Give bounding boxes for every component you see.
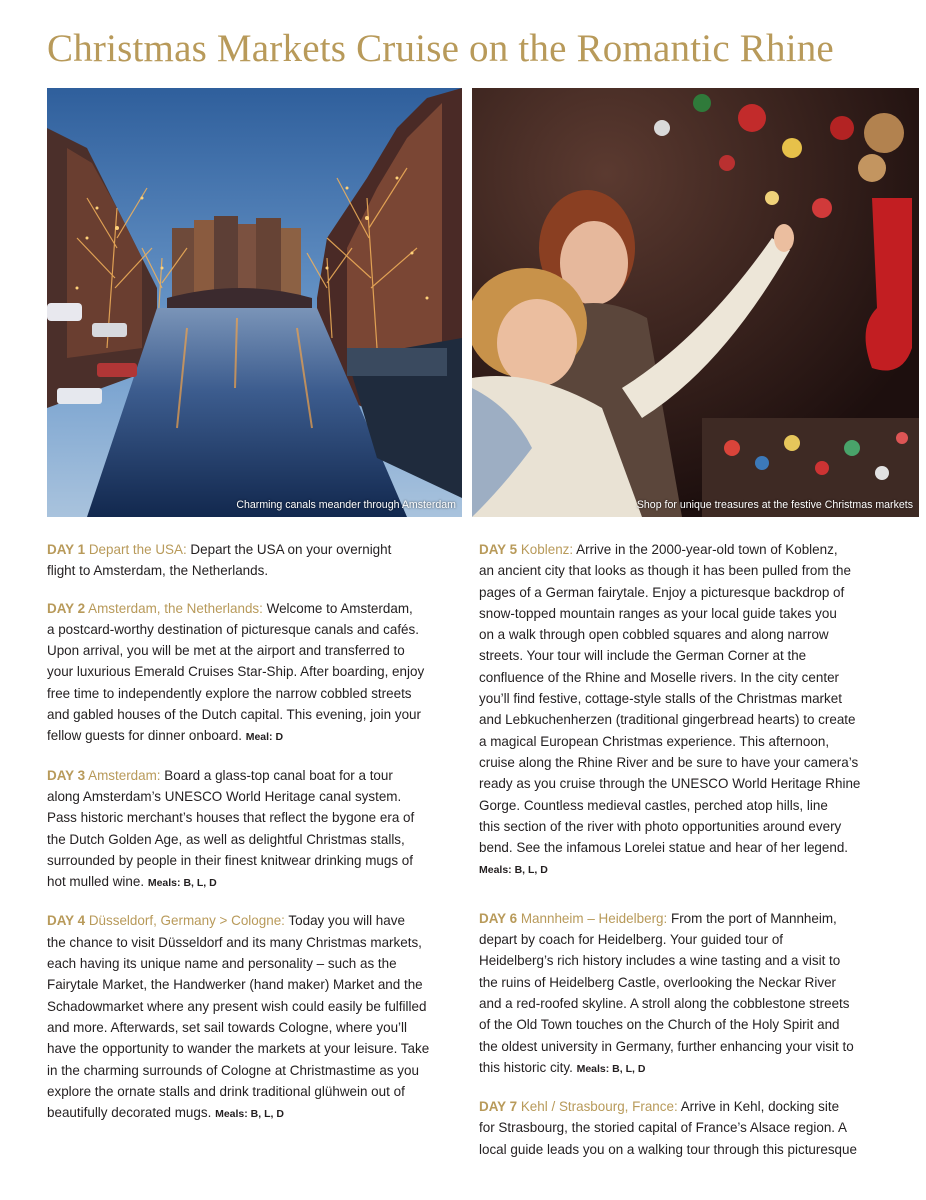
day-description: Arrive in Kehl, docking site for Strasbourg, the storied capital of France’s Alsace region. A local guide leads you on a walking tour through this picturesque <box>479 1099 857 1157</box>
amsterdam-canal-image <box>47 88 462 517</box>
day-meals: Meals: B, L, D <box>479 864 548 877</box>
day-4 <box>47 910 462 1125</box>
day-3 <box>47 765 462 895</box>
day-description: Welcome to Amsterdam, a postcard-worthy destination of picturesque canals and cafés. Upon arrival, you will be met at the airport and transferred to your luxurious Emerald Cruises Star-Ship. After boarding, enjoy free time to independently explore the narrow cobbled streets and gabled houses of the Dutch capital. This evening, join your fellow guests for dinner onboard. <box>47 600 425 744</box>
day-place: Koblenz: <box>520 542 574 557</box>
day-number: DAY 2 <box>47 600 86 616</box>
day-1 <box>47 539 462 582</box>
day-place: Kehl / Strasbourg, France: <box>520 1099 678 1115</box>
day-meals: Meal: D <box>245 731 284 744</box>
day-place: Düsseldorf, Germany > Cologne: <box>88 913 285 929</box>
day-5 <box>479 539 899 882</box>
day-description: From the port of Mannheim, depart by coach for Heidelberg. Your guided tour of Heidelberg’s rich history includes a wine tasting and a visit to the ruins of Heidelberg Castle, overlooking the Neckar River and a red-roofed skyline. A stroll along the cobblestone streets of the Old Town touches on the Church of the Holy Spirit and the oldest university in Germany, further enhancing your visit to this historic city. <box>479 910 854 1075</box>
itinerary-left-column <box>47 539 462 1141</box>
right-photo-caption: Shop for unique treasures at the festive Christmas markets <box>636 499 913 511</box>
day-description: Depart the USA on your overnight flight to Amsterdam, the Netherlands. <box>47 542 392 579</box>
day-number: DAY 5 <box>479 542 518 557</box>
day-number: DAY 6 <box>479 910 518 926</box>
day-2 <box>47 598 462 749</box>
day-description: Board a glass-top canal boat for a tour along Amsterdam’s UNESCO World Heritage canal system. Pass historic merchant’s houses that reflect the bygone era of the Dutch Golden Age, as well as delightful Christmas stalls, surrounded by people in their finest knitwear drinking mugs of hot mulled wine. <box>47 767 415 890</box>
day-number: DAY 7 <box>479 1099 518 1115</box>
amsterdam-canal-photo <box>47 88 462 517</box>
day-6 <box>479 908 899 1080</box>
day-meals: Meals: B, L, D <box>147 877 217 890</box>
day-meals: Meals: B, L, D <box>576 1062 646 1075</box>
left-photo-caption: Charming canals meander through Amsterdam <box>236 499 456 511</box>
day-number: DAY 4 <box>47 913 86 929</box>
day-place: Mannheim – Heidelberg: <box>520 910 668 926</box>
itinerary-right-column <box>479 539 899 1176</box>
day-7 <box>479 1096 899 1160</box>
day-meals: Meals: B, L, D <box>215 1108 284 1121</box>
christmas-market-photo <box>472 88 919 517</box>
page-title: Christmas Markets Cruise on the Romantic Rhine <box>47 27 834 70</box>
day-number: DAY 1 <box>47 542 86 557</box>
day-number: DAY 3 <box>47 767 86 783</box>
day-description: Today you will have the chance to visit Düsseldorf and its many Christmas markets, each having its unique name and personality – such as the Fairytale Market, the Handwerker (hand maker) Market and the Schadowmarket where any present wish could easily be fulfilled and more. Afterwards, set sail towards Cologne, where you’ll have the opportunity to wander the markets at your leisure. Take in the charming surrounds of Cologne at Christmastime as you explore the ornate stalls and drink traditional glühwein out of beautifully decorated mugs. <box>47 913 430 1121</box>
day-place: Amsterdam, the Netherlands: <box>88 600 263 616</box>
day-place: Amsterdam: <box>88 767 161 783</box>
day-description: Arrive in the 2000-year-old town of Koblenz, an ancient city that looks as though it has been pulled from the pages of a German fairytale. Enjoy a picturesque backdrop of snow-topped mountain ranges as your local guide takes you on a walk through open cobbled squares and along narrow streets. Your tour will include the German Corner at the confluence of the Rhine and Moselle rivers. In the city center you’ll find festive, cottage-style stalls of the Christmas market and Lebkuchenherzen (traditional gingerbread hearts) to create a magical European Christmas experience. This afternoon, cruise along the Rhine River and be sure to have your camera’s ready as you cruise through the UNESCO World Heritage Rhine Gorge. Countless medieval castles, perched atop hills, line this section of the river with photo opportunities around every bend. See the infamous Lorelei statue and hear of her legend. <box>479 542 861 856</box>
day-place: Depart the USA: <box>88 542 187 557</box>
christmas-market-image <box>472 88 919 517</box>
